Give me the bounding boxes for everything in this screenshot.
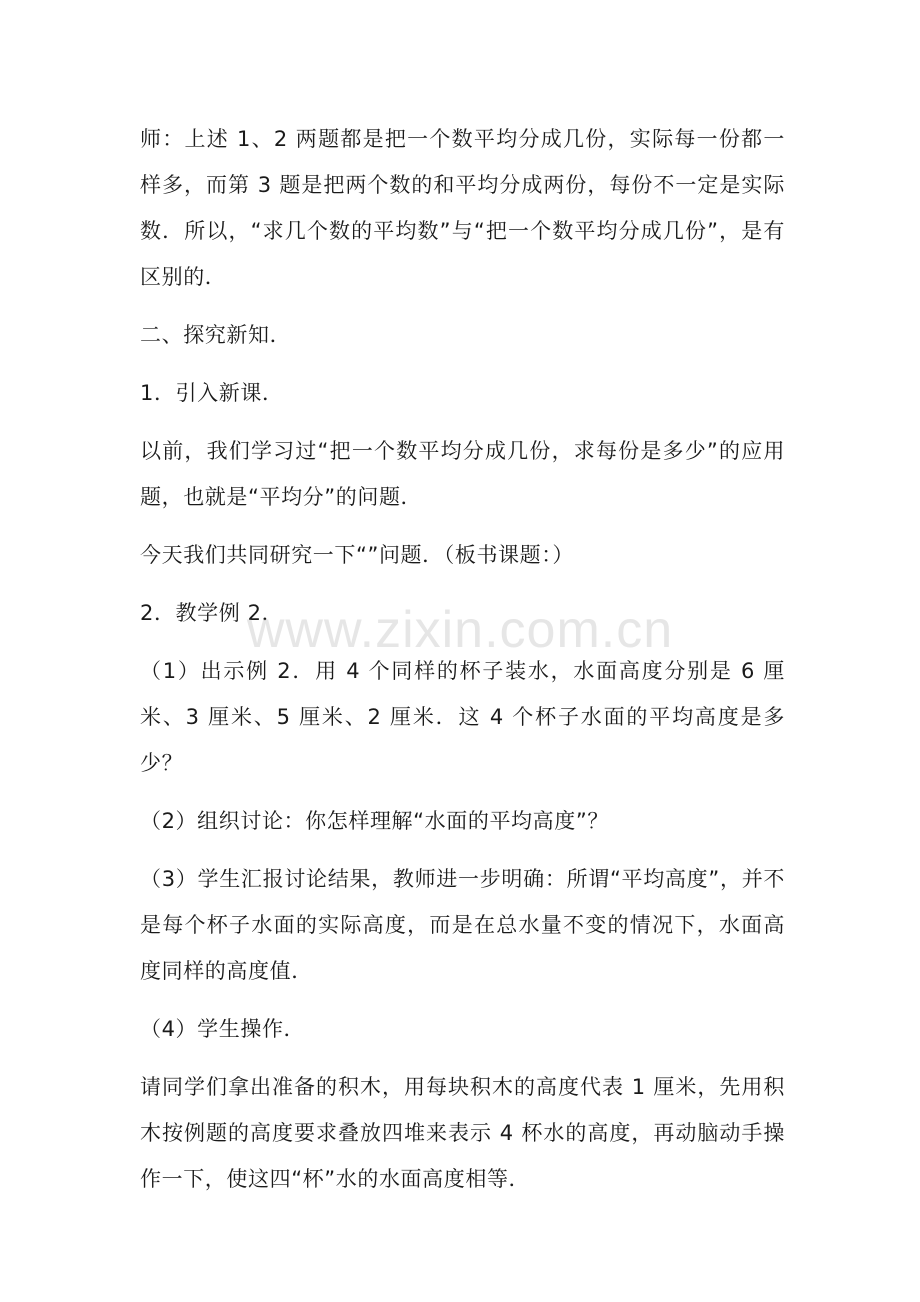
document-body xyxy=(140,116,785,1214)
paragraph-previous-learning: 以前，我们学习过“把一个数平均分成几份，求每份是多少”的应用题，也就是“平均分”的问题． xyxy=(140,439,785,509)
paragraph-blocks-activity: 请同学们拿出准备的积木，用每块积木的高度代表 1 厘米，先用积木按例题的高度要求叠放四堆来表示 4 杯水的高度，再动脑动手操作一下，使这四“杯”水的水面高度相等． xyxy=(140,1075,785,1191)
step-heading-example: 2．教学例 2． xyxy=(140,601,284,625)
paragraph-operation: （4）学生操作． xyxy=(140,1017,306,1041)
section-heading-explore: 二、探究新知． xyxy=(140,323,292,347)
step-heading-intro: 1．引入新课． xyxy=(140,381,284,405)
paragraph-example-problem: （1）出示例 2．用 4 个同样的杯子装水，水面高度分别是 6 厘米、3 厘米、5 厘米、2 厘米．这 4 个杯子水面的平均高度是多少？ xyxy=(140,659,785,775)
watermark: www.zixin.com.cn xyxy=(246,601,674,659)
paragraph-report: （3）学生汇报讨论结果，教师进一步明确：所谓“平均高度”，并不是每个杯子水面的实际高度，而是在总水量不变的情况下，水面高度同样的高度值． xyxy=(140,867,785,983)
paragraph-today-topic: 今天我们共同研究一下“”问题．（板书课题：） xyxy=(140,543,574,567)
paragraph-teacher-summary: 师：上述 1、2 两题都是把一个数平均分成几份，实际每一份都一样多，而第 3 题是把两个数的和平均分成两份，每份不一定是实际数．所以，“求几个数的平均数”与“把一个数平均分成几份”，是有区别的． xyxy=(140,127,785,289)
paragraph-discussion: （2）组织讨论：你怎样理解“水面的平均高度”？ xyxy=(140,809,609,833)
